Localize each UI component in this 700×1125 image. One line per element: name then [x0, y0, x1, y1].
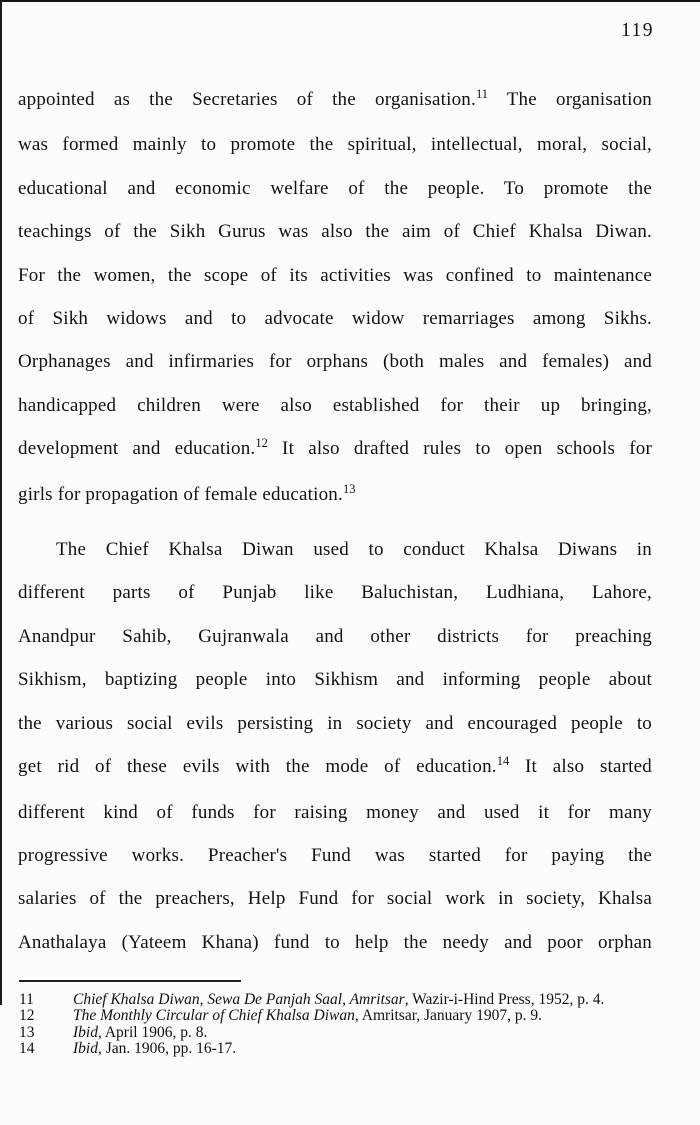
footnote-source-title: Ibid — [73, 1023, 98, 1041]
text-run: For the women, the scope of its activities was confined to maintenance — [18, 264, 652, 286]
footnote-divider — [19, 980, 241, 982]
text-run: appointed as the Secretaries of the organisation. — [18, 89, 476, 110]
text-run: The Chief Khalsa Diwan used to conduct Khalsa Diwans in — [56, 539, 652, 561]
paragraph — [18, 78, 652, 518]
footnote-source-title: The Monthly Circular of Chief Khalsa Diwan — [73, 1007, 355, 1025]
text-run: was formed mainly to promote the spiritual, intellectual, moral, social, — [18, 134, 652, 156]
text-line — [18, 877, 652, 920]
text-run: handicapped children were also established for their up bringing, — [18, 394, 652, 416]
footnote-ref: 13 — [342, 481, 356, 496]
footnote-text — [73, 992, 678, 1008]
footnote-ref: 14 — [496, 754, 510, 769]
text-run: progressive works. Preacher's Fund was started for paying the — [18, 844, 652, 866]
footnote-source-title: Ibid — [73, 1040, 98, 1058]
text-line — [18, 427, 652, 472]
footnote-row — [18, 1008, 678, 1024]
text-run: different kind of funds for raising money and used it for many — [18, 801, 652, 823]
text-run: different parts of Punjab like Baluchistan, Ludhiana, Lahore, — [18, 582, 652, 604]
page-number: 119 — [620, 20, 654, 41]
text-line — [18, 167, 652, 210]
text-run: get rid of these evils with the mode of education. — [18, 756, 497, 778]
text-run: The organisation — [487, 89, 652, 110]
text-line — [18, 210, 652, 253]
text-line — [18, 123, 652, 166]
footnote-number: 11 — [19, 991, 34, 1008]
footnote-citation-detail: , Amritsar, January 1907, p. 9. — [354, 1007, 542, 1025]
text-line — [18, 834, 652, 877]
text-line — [18, 571, 652, 614]
footnote-citation-detail: , April 1906, p. 8. — [97, 1023, 208, 1041]
footnote-ref: 11 — [475, 87, 488, 101]
text-line — [18, 473, 652, 518]
text-run: of Sikh widows and to advocate widow remarriages among Sikhs. — [18, 308, 652, 330]
text-run: It also drafted rules to open schools for — [267, 438, 652, 460]
footnote-source-title: Chief Khalsa Diwan, Sewa De Panjah Saal, Amritsar — [73, 991, 405, 1008]
footnote-ref: 12 — [255, 436, 268, 451]
footnote-row — [18, 1041, 678, 1057]
text-line — [18, 745, 652, 790]
footnote-number: 14 — [19, 1040, 35, 1058]
text-run: Sikhism, baptizing people into Sikhism and informing people about — [18, 669, 652, 691]
text-line — [18, 78, 652, 123]
text-line — [18, 528, 652, 571]
text-run: teachings of the Sikh Gurus was also the aim of Chief Khalsa Diwan. — [18, 221, 652, 243]
text-line — [18, 658, 652, 701]
text-line — [18, 921, 652, 964]
footnote-list — [18, 992, 678, 1058]
footnote-citation-detail: , Wazir-i-Hind Press, 1952, p. 4. — [404, 991, 605, 1008]
footnote-text — [73, 1025, 678, 1041]
text-run: salaries of the preachers, Help Fund for social work in society, Khalsa — [18, 888, 652, 910]
body-text — [18, 78, 652, 964]
scan-edge-top — [0, 0, 700, 2]
text-run: development and education. — [18, 438, 256, 460]
paragraph — [18, 528, 652, 964]
text-run: Anathalaya (Yateem Khana) fund to help the needy and poor orphan — [18, 931, 652, 953]
text-run: It also started — [509, 756, 652, 778]
footnote-row — [18, 992, 678, 1008]
footnote-citation-detail: , Jan. 1906, pp. 16-17. — [97, 1040, 237, 1058]
text-run: the various social evils persisting in society and encouraged people to — [18, 712, 652, 734]
footnote-number: 13 — [19, 1023, 35, 1041]
text-line — [18, 791, 652, 834]
text-line — [18, 254, 652, 297]
text-line — [18, 384, 652, 427]
text-line — [18, 702, 652, 745]
text-run: Orphanages and infirmaries for orphans (both males and females) and — [18, 351, 652, 373]
text-run: educational and economic welfare of the people. To promote the — [18, 177, 652, 199]
text-line — [18, 615, 652, 658]
footnote-text — [73, 1008, 678, 1024]
footnote-number: 12 — [19, 1007, 35, 1025]
footnotes-section — [18, 980, 678, 1058]
text-run: Anandpur Sahib, Gujranwala and other districts for preaching — [18, 625, 652, 647]
footnote-text — [73, 1041, 678, 1057]
scan-edge-left — [0, 0, 2, 1005]
text-run: girls for propagation of female education. — [18, 483, 343, 505]
text-line — [18, 340, 652, 383]
footnote-row — [18, 1025, 678, 1041]
text-line — [18, 297, 652, 340]
